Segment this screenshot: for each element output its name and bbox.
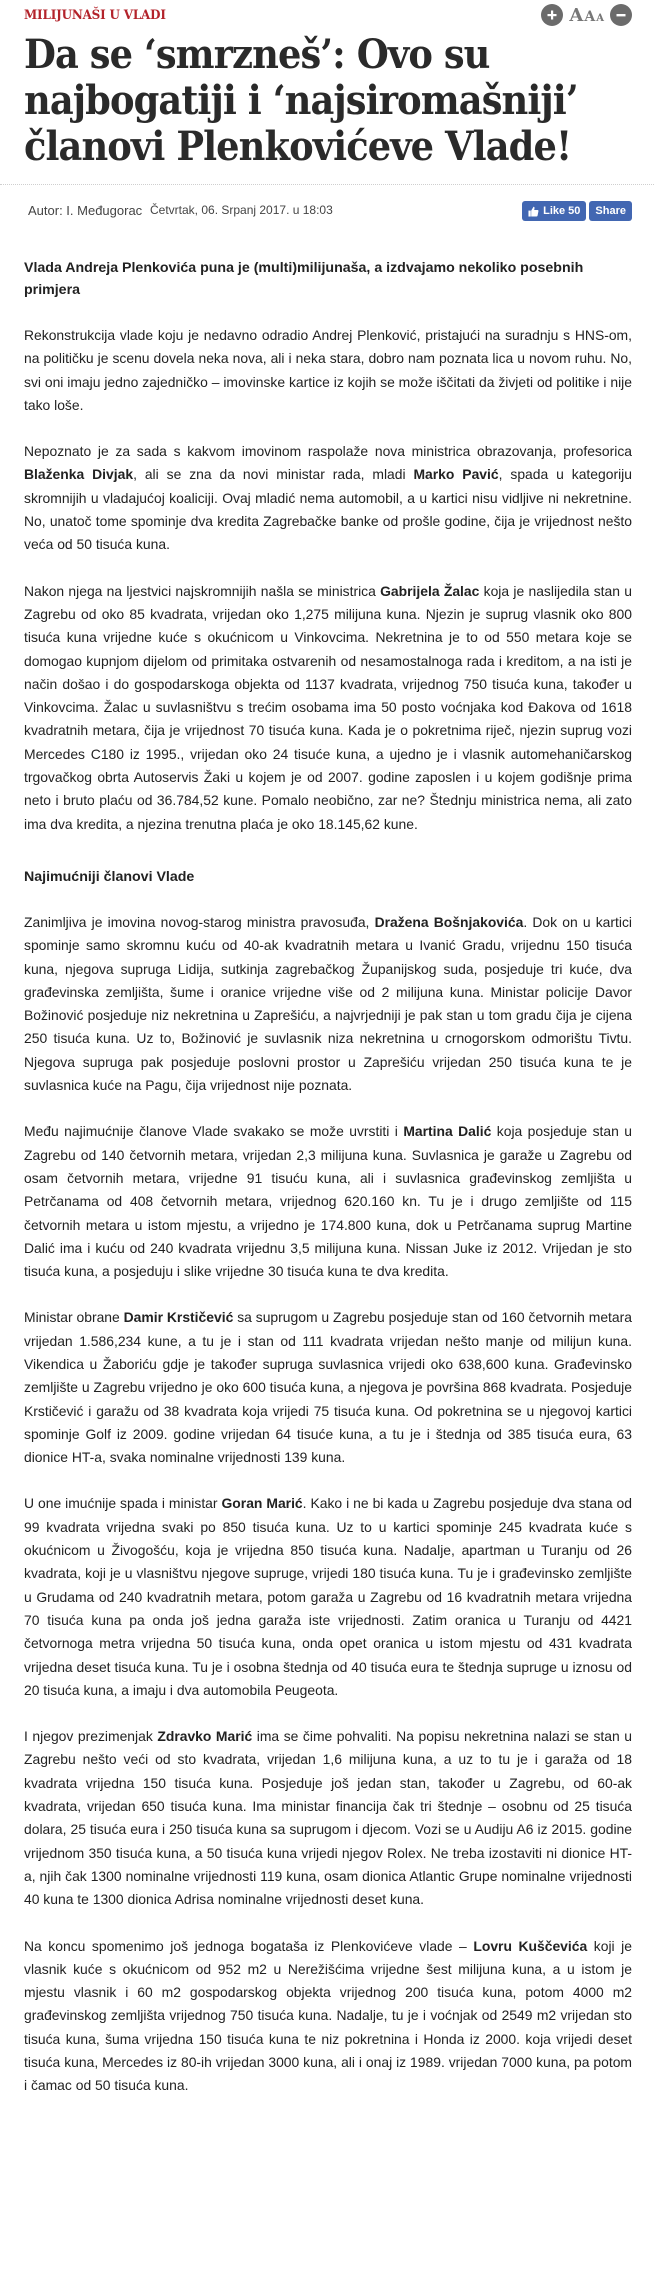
text-run: . Dok on u kartici spominje samo skromnu kuću od 40-ak kvadratnih metara u Ivanić Gradu, vrijednu 150 tisuća kuna, njegova supruga Lidija, sutkinja zagrebačkog Županijskog suda, posjeduje tri kuće, dva građevinska zemljišta, šume i oranice vrijedne više od 2 milijuna kuna. Ministar policije Davor Božinović posjeduje niz nekretnina u Zaprešiću, a najvrjedniji je pak stan u tom gradu čija je cijena 250 tisuća kuna. Uz to, Božinović je suvlasnik niza nekretnina u crnogorskom odmorištu Tivtu. Njegova supruga pak posjeduje poslovni prostor u Zaprešiću vrijedan 250 tisuća kuna te je suvlasnica kuće na Pagu, čija vrijednost nije poznata. — [24, 913, 632, 1094]
text-run: I njegov prezimenjak — [24, 1728, 158, 1745]
article-date: Četvrtak, 06. Srpanj 2017. u 18:03 — [150, 203, 333, 217]
person-name: Blaženka Divjak — [24, 466, 134, 483]
text-run: . Kako i ne bi kada u Zagrebu posjeduje dva stana od 99 kvadrata vrijedna svaki po 850 tisuća kuna. Uz to u kartici spominje 245 kvadrata kuće s okućnicom u Živogošću, koja je vrijedna 850 tisuća kuna. Nadalje, apartman u Turanju od 26 kvadrata, koji je u vlasništvu njegove supruge, vrijedi 180 tisuća kuna. Tu je i građevinsko zemljište u Grudama od 240 kvadratnih metara, potom garaža u Zagrebu od 16 kvadratnih metara vrijedna 70 tisuća kuna pa onda još jedna garaža iste vrijednosti. Zatim oranica u Turanju od 4421 četvornoga metra vrijedna 50 tisuća kuna, onda opet oranica u istom mjestu od 431 kvadrata vrijedna deset tisuća kuna. Tu je i osobna štednja od 40 tisuća eura te štednja supruge u iznosu od 20 tisuća kuna, a imaju i dva automobila Peugeota. — [24, 1495, 632, 1698]
paragraph-intro: Rekonstrukcija vlade koju je nedavno odradio Andrej Plenković, pristajući na suradnju s HNS-om, na političku je scenu dovela neka nova, ali i neka stara, dobro nam poznata lica u novom ruhu. No, svi oni imaju jedno zajedničko – imovinske kartice iz kojih se može iščitati da živjeti od politike i nije tako loše. — [24, 327, 632, 413]
text-run: Zanimljiva je imovina novog-starog ministra pravosuđa, — [24, 913, 375, 930]
text-run: Nepoznato je za sada s kakvom imovinom raspolaže nova ministrica obrazovanja, profesorica — [24, 443, 632, 460]
facebook-buttons — [522, 201, 632, 221]
font-size-small-glyph: A — [596, 12, 604, 24]
article-meta — [0, 185, 654, 239]
paragraph-kuscevic — [24, 1935, 632, 2098]
category-kicker[interactable]: MILIJUNAŠI U VLADI — [24, 8, 166, 23]
person-name: Zdravko Marić — [157, 1728, 253, 1745]
like-count-label: Like 50 — [543, 205, 581, 217]
paragraph-divjak-pavic — [24, 440, 632, 556]
paragraph-bosnjakovic — [24, 911, 632, 1097]
text-run: koja je naslijedila stan u Zagrebu od oko 85 kvadrata, vrijedan oko 1,275 milijuna kuna. Njezin je suprug vlasnik oko 800 tisuća kuna vrijedne kuće s okućnicom u Vinkovcima. Nekretnina je to od 550 metara koje se domogao kupnjom dijelom od primitaka ostvarenih od nesamostalnoga rada i kreditom, a na isti je način došao i do gospodarskoga objekta od 1137 kvadrata, vrijednog 750 tisuća kuna, također u Vinkovcima. Žalac u suvlasništvu s trećim osobama ima 50 posto voćnjaka kod Đakova od 1618 kvadratnih metara, čija je vrijednost 70 tisuća kuna. Kada je o pokretnima riječ, njezin suprug vozi Mercedes C180 iz 1995., vrijedan oko 24 tisuće kuna, a ujedno je i vlasnik automehaničarskog trgovačkog obrta Autoservis Žaki u kojem je od 2007. godine zaposlen i u kojem godišnje prima neto i bruto plaću od 36.784,52 kune. Pomalo neobično, zar ne? Štednju ministrica nema, ali zato ima dva kredita, a njezina trenutna plaća je oko 18.145,62 kune. — [24, 582, 632, 832]
text-run: U one imućnije spada i ministar — [24, 1495, 222, 1512]
font-size-medium-glyph: A — [584, 8, 596, 25]
article-author[interactable]: Autor: I. Međugorac — [28, 203, 143, 218]
article-body — [24, 324, 632, 2098]
text-run: ima se čime pohvaliti. Na popisu nekretnina nalazi se stan u Zagrebu nešto veći od sto kvadrata, vrijedan 1,6 milijuna kuna, a uz to tu je i garaža od 18 kvadrata vrijedna 150 tisuća kuna. Posjeduje još jedan stan, također u Zagrebu, od 60-ak kvadrata, vrijedan 650 tisuća kuna. Ima ministar financija čak tri štednje – osobnu od 25 tisuća dolara, 25 tisuća eura i 250 tisuća kuna sa suprugom i djecom. Vozi se u Audiju A6 iz 2015. godine vrijednom 350 tisuća kuna, a 50 tisuća kuna vrijedi njegov Rolex. Ne treba izostaviti ni dionice HT-a, njih čak 1300 nominalne vrijednosti 119 kuna, osam dionica Atlantic Grupe nominalne vrijednosti 40 kuna te 1300 dionica Adrisa nominalne vrijednosti deset kuna. — [24, 1728, 632, 1908]
font-size-label — [569, 5, 604, 26]
text-run: Među najimućnije članove Vlade svakako se može uvrstiti i — [24, 1123, 404, 1140]
person-name: Martina Dalić — [403, 1123, 492, 1140]
facebook-share-button[interactable]: Share — [589, 201, 632, 221]
font-size-tools — [541, 4, 632, 26]
font-size-large-glyph: A — [569, 4, 584, 26]
text-run: sa suprugom u Zagrebu posjeduje stan od 160 četvornih metara vrijedan 1.586,234 kune, a tu je i stan od 111 kvadrata vrijedan nešto manje od milijun kuna. Vikendica u Žaboriću gdje je također supruga suvlasnica vrijedi oko 638,600 kuna. Građevinsko zemljište u Zagrebu vrijedno je oko 600 tisuća kuna, a njegova je površina 868 kvadrata. Posjeduje Krstičević i garažu od 38 kvadrata koja vrijedi 75 tisuća kuna. Od pokretnina se u njegovoj kartici spominje Golf iz 2009. godine vrijedan 64 tisuće kuna, a tu je i štednja od 385 tisuća eura, 63 dionice HT-a, svaka nominalne vrijednosti 139 kuna. — [24, 1309, 632, 1466]
paragraph-zdravko-maric — [24, 1725, 632, 1911]
person-name: Goran Marić — [221, 1495, 303, 1512]
text-run: , ali se zna da novi ministar rada, mladi — [133, 466, 414, 483]
text-run: koji je vlasnik kuće s okućnicom od 952 m2 u Nerežišćima vrijedne šest milijuna kuna, a u istom je mjestu vlasnik i 60 m2 gospodarskog objekta vrijednog 200 tisuća kuna, potom 4000 m2 građevinskog zemljišta vrijednog 750 tisuća kuna. Nadalje, tu je i voćnjak od 2549 m2 vrijedan sto tisuća kuna, šuma vrijedna 150 tisuća kuna te niz pokretnina i Honda iz 2000. koja vrijedi deset tisuća kuna, Mercedes iz 80-ih vrijedan 3000 kuna, ali i onaj iz 1989. vrijedan 7000 kuna, pa potom i čamac od 50 tisuća kuna. — [24, 1937, 632, 2094]
text-run: koja posjeduje stan u Zagrebu od 140 četvornih metara, vrijedan 2,3 milijuna kuna. Suvlasnica je garaže u Zagrebu od osam četvornih metara, vrijedne 91 tisuću kuna, ali i suvlasnica građevinskog zemljišta u Petrčanama od 408 četvornih metara, vrijednog 620.160 kn. Tu je i drugo zemljište od 115 četvornih metara u istom mjestu, a vrijedno je 174.800 kuna, dok u Petrčanama suprug Martine Dalić ima i kuću od 240 kvadrata vrijednu 3,5 milijuna kuna. Nissan Juke iz 2012. Vrijedan je sto tisuća kuna, a posjeduju i slike vrijedne 30 tisuća kuna te dva kredita. — [24, 1123, 632, 1280]
plus-circle-icon[interactable] — [541, 4, 563, 26]
text-run: , spada u kategoriju skromnijih u vladajućoj koaliciji. Ovaj mladić nema automobil, a u kartici nisu vidljive ni nekretnine. No, unatoč tome spominje dva kredita Zagrebačke banke od prošle godine, čija je vrijednost nešto veća od 50 tisuća kuna. — [24, 466, 632, 553]
person-name: Marko Pavić — [413, 466, 499, 483]
text-run: Ministar obrane — [24, 1309, 124, 1326]
person-name: Gabrijela Žalac — [380, 582, 480, 599]
article-topbar — [0, 0, 654, 32]
article-headline: Da se ‘smrzneš’: Ovo su najbogatiji i ‘najsiromašniji’ članovi Plenkovićeve Vlade! — [24, 31, 578, 170]
text-run: Nakon njega na ljestvici najskromnijih našla se ministrica — [24, 582, 381, 599]
facebook-like-button[interactable] — [522, 201, 586, 221]
person-name: Lovru Kuščevića — [473, 1937, 588, 1954]
minus-circle-icon[interactable] — [610, 4, 632, 26]
thumbs-up-icon — [528, 206, 539, 217]
paragraph-zalac — [24, 580, 632, 836]
person-name: Dražena Bošnjakovića — [374, 913, 524, 930]
person-name: Damir Krstičević — [123, 1309, 234, 1326]
paragraph-goran-maric — [24, 1492, 632, 1702]
text-run: Na koncu spomenimo još jednoga bogataša iz Plenkovićeve vlade – — [24, 1937, 474, 1954]
section-heading: Najimućniji članovi Vlade — [24, 868, 195, 885]
article-lead: Vlada Andreja Plenkovića puna je (multi)milijunaša, a izdvajamo nekoliko posebnih primjera — [24, 260, 584, 298]
paragraph-dalic — [24, 1120, 632, 1283]
paragraph-krsticevic — [24, 1306, 632, 1469]
